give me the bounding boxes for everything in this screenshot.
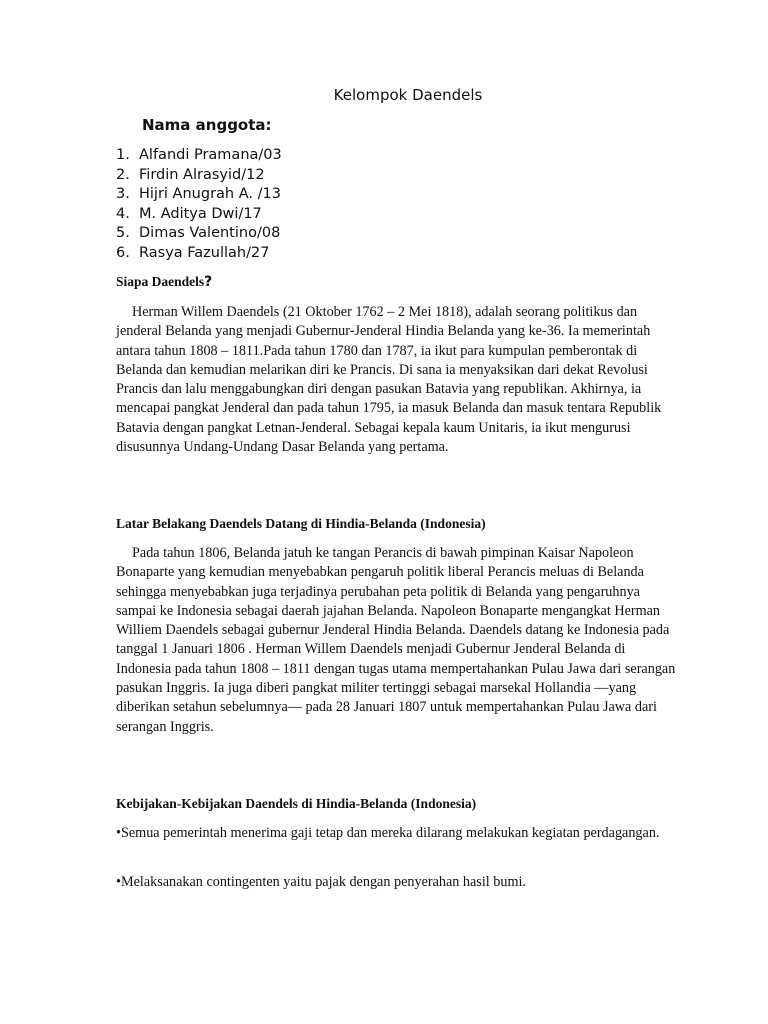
list-item (116, 146, 282, 166)
list-item (116, 166, 282, 186)
list-item (116, 244, 282, 264)
section-heading-siapa-daendels (116, 274, 678, 290)
document-title: Kelompok Daendels (333, 86, 483, 104)
list-item (116, 185, 282, 205)
member-name: Firdin Alrasyid/12 (139, 166, 265, 183)
bullet-item: •Melaksanakan contingenten yaitu pajak dengan penyerahan hasil bumi. (116, 874, 526, 890)
list-number: 6. (116, 244, 130, 261)
list-item (116, 224, 282, 244)
list-number: 2. (116, 166, 130, 183)
list-number: 4. (116, 205, 130, 222)
list-number: 3. (116, 186, 130, 203)
bullet-item: •Semua pemerintah menerima gaji tetap dan mereka dilarang melakukan kegiatan perdagangan. (116, 825, 660, 841)
member-name: Alfandi Pramana/03 (139, 147, 282, 163)
list-number: 5. (116, 225, 130, 242)
member-name: Dimas Valentino/08 (139, 225, 281, 242)
member-name: M. Aditya Dwi/17 (139, 205, 262, 222)
paragraph-latar-belakang (116, 544, 678, 737)
member-name: Hijri Anugrah A. /13 (139, 186, 281, 203)
paragraph-text: Pada tahun 1806, Belanda jatuh ke tangan Perancis di bawah pimpinan Kaisar Napoleon Bonaparte yang kemudian menyebabkan pengaruh politik liberal Perancis meluas di Belanda sehingga menyebabkan juga terjadinya perubahan peta politik di Belanda yang pengaruhnya sampai ke Indonesia sebagai daerah jajahan Belanda. Napoleon Bonaparte mengangkat Herman Williem Daendels sebagai gubernur Jenderal Hindia Belanda. Daendels datang ke Indonesia pada tanggal 1 Januari 1806 . Herman Willem Daendels menjadi Gubernur Jenderal Belanda di Indonesia pada tahun 1808 – 1811 dengan tugas utama mempertahankan Pulau Jawa dari serangan pasukan Inggris. Ia juga diberi pangkat militer tertinggi sebagai marsekal Hollandia —yang diberikan setahun sebelumnya— pada 28 Januari 1807 untuk mempertahankan Pulau Jawa dari serangan Inggris. (116, 545, 676, 735)
paragraph-siapa-daendels (116, 303, 678, 457)
section-heading-kebijakan: Kebijakan-Kebijakan Daendels di Hindia-Belanda (Indonesia) (116, 796, 477, 811)
list-item (116, 205, 282, 225)
section-heading-latar-belakang: Latar Belakang Daendels Datang di Hindia-Belanda (Indonesia) (116, 516, 486, 531)
heading-question-mark: ? (204, 274, 213, 290)
heading-text: Siapa Daendels (116, 274, 205, 289)
members-label: Nama anggota: (142, 116, 272, 134)
list-number: 1. (116, 147, 130, 163)
member-name: Rasya Fazullah/27 (139, 244, 270, 261)
paragraph-text: Herman Willem Daendels (21 Oktober 1762 – 2 Mei 1818), adalah seorang politikus dan jenderal Belanda yang menjadi Gubernur-Jenderal Hindia Belanda yang ke-36. Ia memerintah antara tahun 1808 – 1811.Pada tahun 1780 dan 1787, ia ikut para kumpulan pemberontak di Belanda dan kemudian melarikan diri ke Prancis. Di sana ia menyaksikan dari dekat Revolusi Prancis dan lalu menggabungkan diri dengan pasukan Batavia yang republikan. Akhirnya, ia mencapai pangkat Jenderal dan pada tahun 1795, ia masuk Belanda dan masuk tentara Republik Batavia dengan pangkat Letnan-Jenderal. Sebagai kepala kaum Unitaris, ia ikut mengurusi disusunnya Undang-Undang Dasar Belanda yang pertama. (116, 304, 662, 456)
members-list (116, 146, 282, 264)
